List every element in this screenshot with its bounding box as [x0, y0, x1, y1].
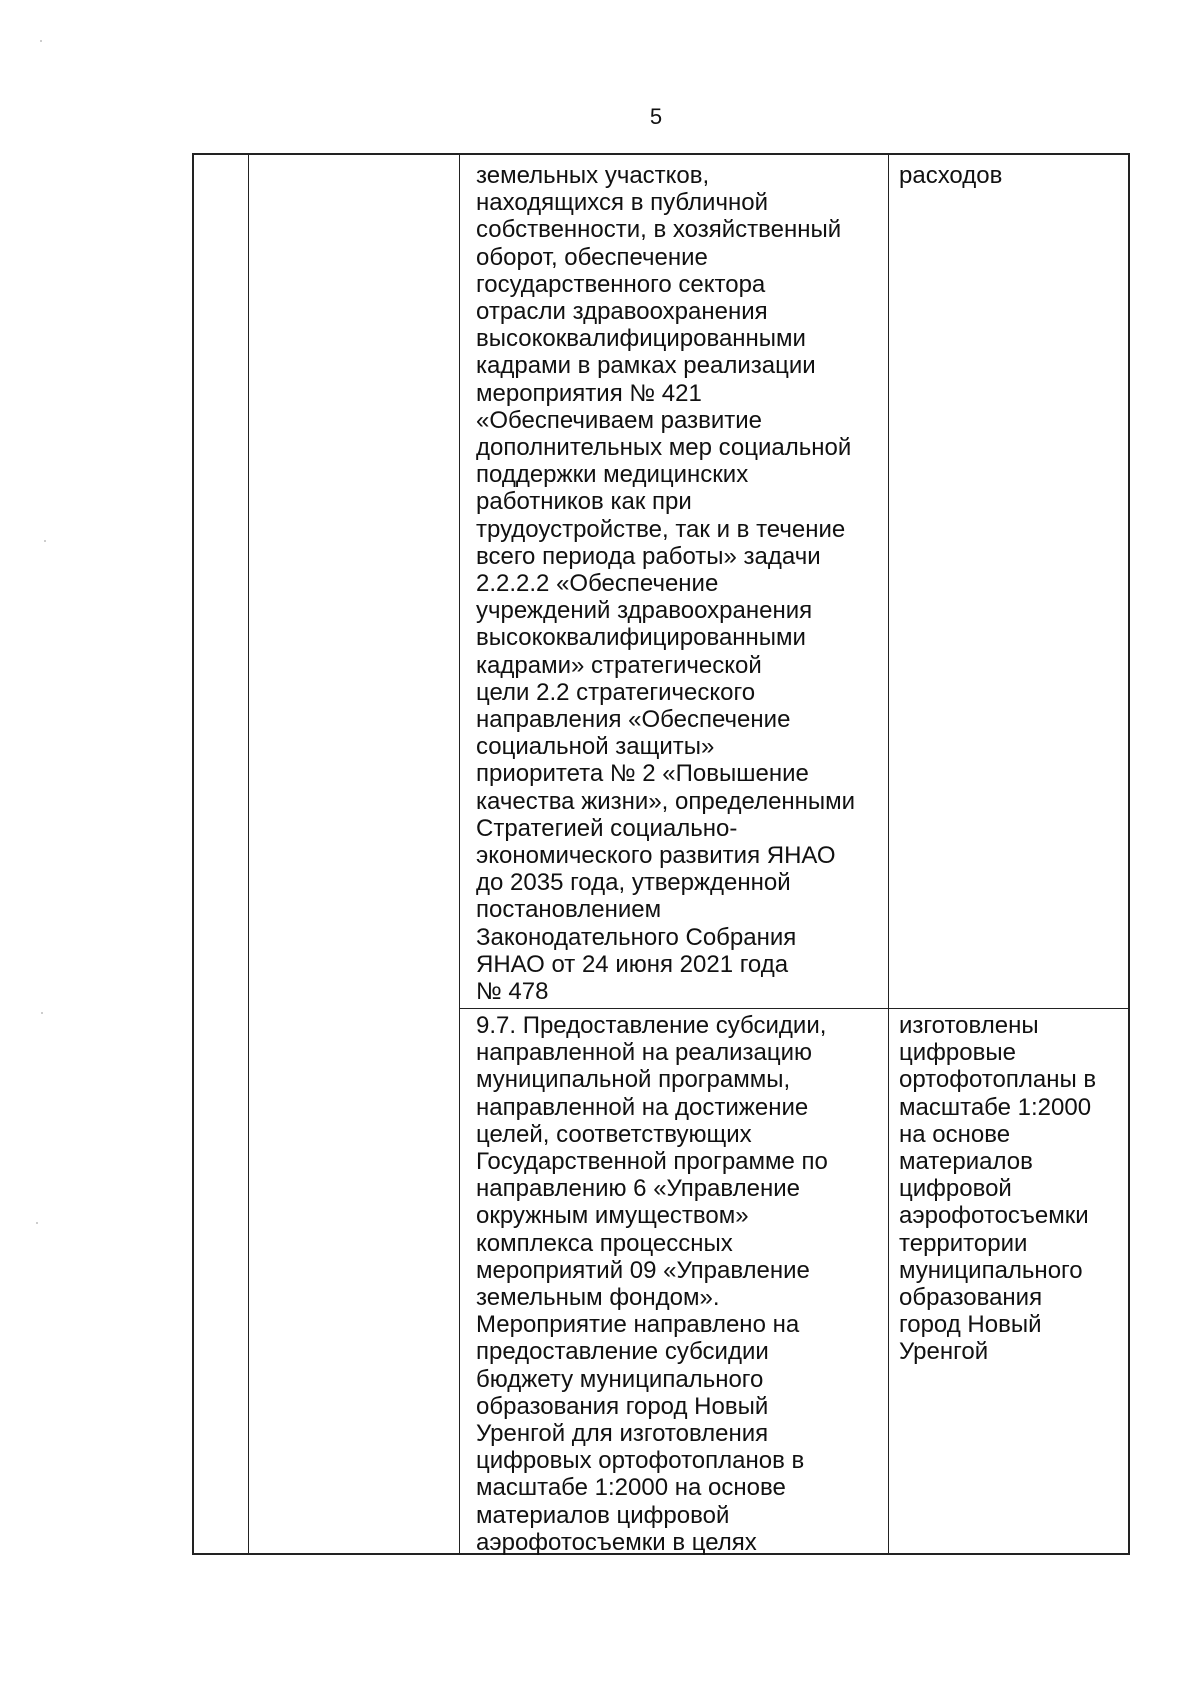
column-divider: [248, 155, 249, 1553]
document-table: [192, 153, 1130, 1555]
scan-speck: [36, 1222, 38, 1224]
scan-speck: [40, 40, 42, 42]
column-divider: [888, 155, 889, 1553]
page-number: 5: [649, 104, 663, 129]
table-row-1-result-cell: расходов: [899, 162, 1003, 189]
table-row-1-content-cell: земельных участков, находящихся в публичной собственности, в хозяйственный оборот, обеспечение государственного сектора отрасли здравоохранения высококвалифицированными кадрами в рамках реализации мероприятия № 421 «Обеспечиваем развитие дополнительных мер социальной поддержки медицинских работников как при трудоустройстве, так и в течение всего периода работы» задачи 2.2.2.2 «Обеспечение учреждений здравоохранения высококвалифицированными кадрами» стратегической цели 2.2 стратегического направления «Обеспечение социальной защиты» приоритета № 2 «Повышение качества жизни», определенными Стратегией социально- экономического развития ЯНАО до 2035 года, утвержденной постановлением Законодательного Собрания ЯНАО от 24 июня 2021 года № 478: [476, 162, 856, 1006]
column-divider: [459, 155, 460, 1553]
table-row-2-result-cell: изготовлены цифровые ортофотопланы в масштабе 1:2000 на основе материалов цифровой аэрофотосъемки территории муниципального образования город Новый Уренгой: [899, 1012, 1097, 1366]
table-row-2-content-cell: 9.7. Предоставление субсидии, направленной на реализацию муниципальной программы, направленной на достижение целей, соответствующих Государственной программе по направлению 6 «Управление окружным имуществом» комплекса процессных мероприятий 09 «Управление земельным фондом». Мероприятие направлено на предоставление субсидии бюджету муниципального образования город Новый Уренгой для изготовления цифровых ортофотопланов в масштабе 1:2000 на основе материалов цифровой аэрофотосъемки в целях: [476, 1012, 828, 1556]
scan-speck: [41, 1012, 43, 1014]
row-divider: [459, 1008, 1128, 1009]
scan-speck: [44, 540, 46, 542]
